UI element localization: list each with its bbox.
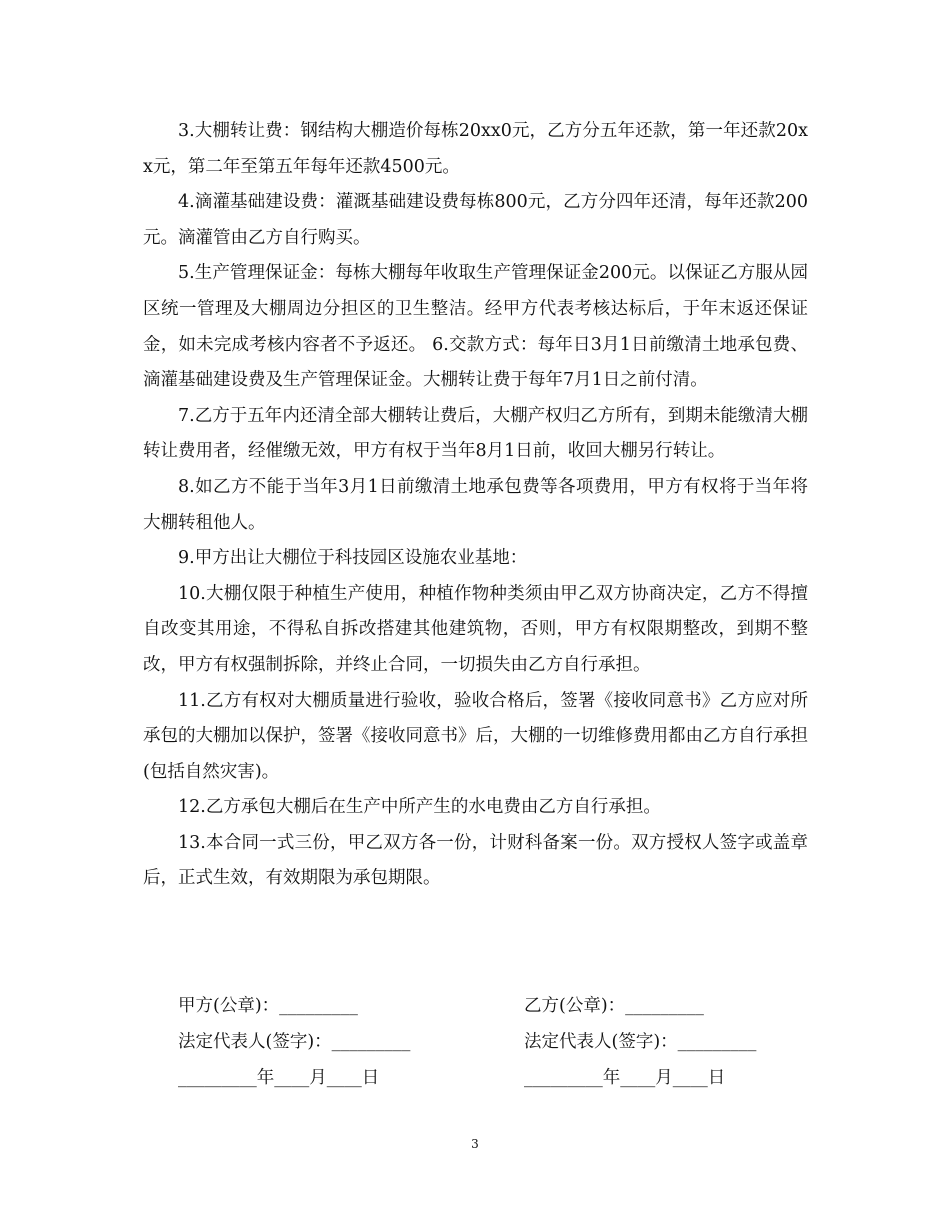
party-b-representative-line: 法定代表人(签字)：_________: [524, 1032, 757, 1052]
party-a-date-line: _________年____月____日: [178, 1068, 380, 1088]
clause-13-paragraph: 13.本合同一式三份，甲乙双方各一份，计财科备案一份。双方授权人签字或盖章后，正式生效，有效期限为承包期限。: [143, 832, 808, 889]
representative-row: [178, 1024, 818, 1060]
seal-row: [178, 988, 818, 1024]
clause-4-paragraph: 4.滴灌基础建设费：灌溉基础建设费每栋800元，乙方分四年还清，每年还款200元。滴灌管由乙方自行购买。: [143, 192, 808, 248]
clause-3-paragraph: 3.大棚转让费：钢结构大棚造价每栋20xx0元，乙方分五年还款，第一年还款20xx元，第二年至第五年每年还款4500元。: [143, 121, 808, 177]
clause-8-paragraph: 8.如乙方不能于当年3月1日前缴清土地承包费等各项费用，甲方有权将于当年将大棚转租他人。: [143, 476, 808, 533]
party-a-representative-line: 法定代表人(签字)：_________: [178, 1032, 411, 1052]
contract-body: [143, 114, 808, 897]
clause-9-paragraph: 9.甲方出让大棚位于科技园区设施农业基地：: [178, 548, 528, 569]
clause-12-paragraph: 12.乙方承包大棚后在生产中所产生的水电费由乙方自行承担。: [178, 797, 661, 818]
party-a-seal-line: 甲方(公章)：_________: [178, 996, 358, 1016]
clause-10-paragraph: 10.大棚仅限于种植生产使用，种植作物种类须由甲乙双方协商决定，乙方不得擅自改变其用途，不得私自拆改搭建其他建筑物，否则，甲方有权限期整改，到期不整改，甲方有权强制拆除，并终止合同，一切损失由乙方自行承担。: [143, 583, 808, 675]
page-number: 3: [471, 1137, 479, 1151]
clause-7-paragraph: 7.乙方于五年内还清全部大棚转让费后，大棚产权归乙方所有，到期未能缴清大棚转让费用者，经催缴无效，甲方有权于当年8月1日前，收回大棚另行转让。: [143, 405, 808, 462]
date-row: [178, 1060, 818, 1096]
party-b-seal-line: 乙方(公章)：_________: [524, 996, 704, 1016]
clause-11-paragraph: 11.乙方有权对大棚质量进行验收，验收合格后，签署《接收同意书》乙方应对所承包的大棚加以保护，签署《接收同意书》后，大棚的一切维修费用都由乙方自行承担(包括自然灾害)。: [143, 690, 808, 782]
clause-5-6-paragraph: 5.生产管理保证金：每栋大棚每年收取生产管理保证金200元。以保证乙方服从园区统一管理及大棚周边分担区的卫生整洁。经甲方代表考核达标后，于年末返还保证金，如未完成考核内容者不予返还。 6.交款方式：每年日3月1日前缴清土地承包费、滴灌基础建设费及生产管理保证金。大棚转让费于每年7月1日之前付清。: [143, 263, 808, 391]
party-b-date-line: _________年____月____日: [524, 1068, 726, 1088]
signature-block: [178, 988, 818, 1096]
